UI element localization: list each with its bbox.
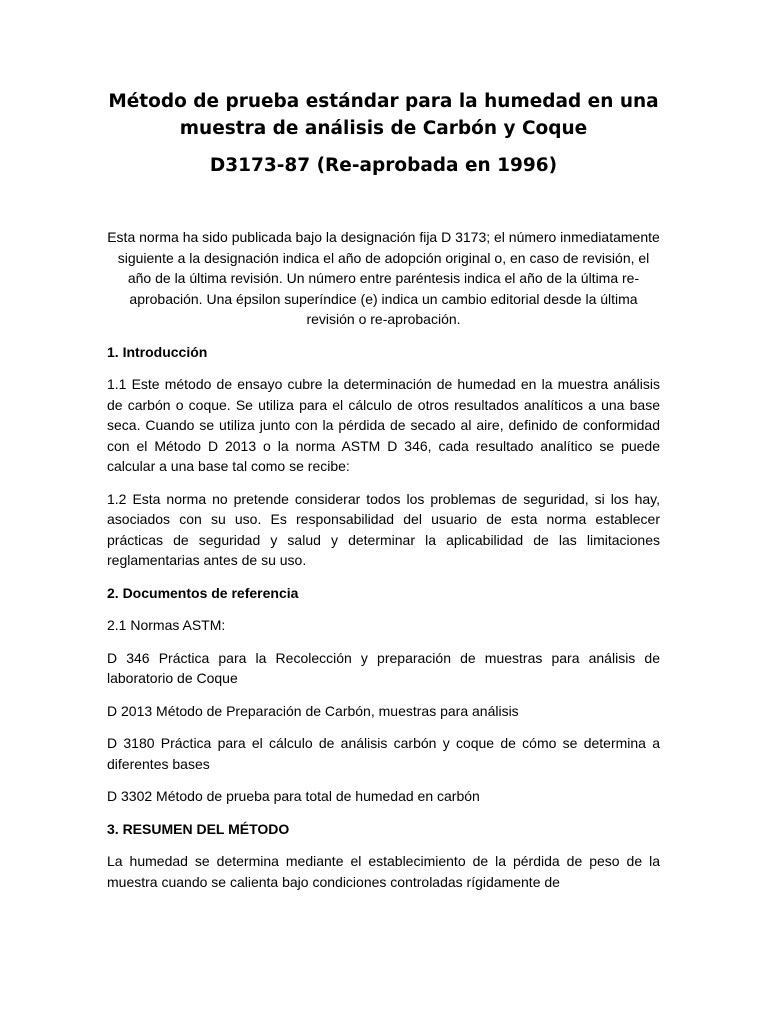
reference-d346: D 346 Práctica para la Recolección y preparación de muestras para análisis de laboratorio de Coque: [107, 649, 660, 686]
document-title: Método de prueba estándar para la humedad en una muestra de análisis de Carbón y Coque: [108, 91, 659, 139]
paragraph-1-2: 1.2 Esta norma no pretende considerar todos los problemas de seguridad, si los hay, asociados con su uso. Es responsabilidad del usuario de esta norma establecer prácticas de seguridad y salud y determinar la aplicabilidad de las limitaciones reglamentarias antes de su uso.: [107, 490, 660, 568]
section-heading-introduccion: 1. Introducción: [107, 343, 208, 360]
section-heading-documentos: 2. Documentos de referencia: [107, 584, 299, 601]
section-heading-resumen: 3. RESUMEN DEL MÉTODO: [107, 820, 290, 837]
document-subtitle: D3173-87 (Re-aprobada en 1996): [209, 155, 558, 176]
paragraph-1-1: 1.1 Este método de ensayo cubre la determinación de humedad en la muestra análisis de carbón o coque. Se utiliza para el cálculo de otros resultados analíticos a una base seca. Cuando se utiliza junto con la pérdida de secado al aire, definido de conformidad con el Método D 2013 o la norma ASTM D 346, cada resultado analítico se puede calcular a una base tal como se recibe:: [107, 376, 660, 474]
reference-d2013: D 2013 Método de Preparación de Carbón, muestras para análisis: [107, 702, 519, 719]
reference-d3180: D 3180 Práctica para el cálculo de análisis carbón y coque de cómo se determina a diferentes bases: [107, 735, 660, 772]
intro-paragraph: Esta norma ha sido publicada bajo la designación fija D 3173; el número inmediatamente siguiente a la designación indica el año de adopción original o, en caso de revisión, el año de la última revisión. Un número entre paréntesis indica el año de la última re-aprobación. Una épsilon superíndice (e) indica un cambio editorial desde la última revisión o re-aprobación.: [107, 229, 660, 327]
document-page: [107, 88, 660, 892]
reference-d3302: D 3302 Método de prueba para total de humedad en carbón: [107, 788, 480, 804]
paragraph-3-summary: La humedad se determina mediante el establecimiento de la pérdida de peso de la muestra cuando se calienta bajo condiciones controladas rígidamente de: [107, 853, 660, 890]
paragraph-2-1: 2.1 Normas ASTM:: [107, 617, 226, 633]
